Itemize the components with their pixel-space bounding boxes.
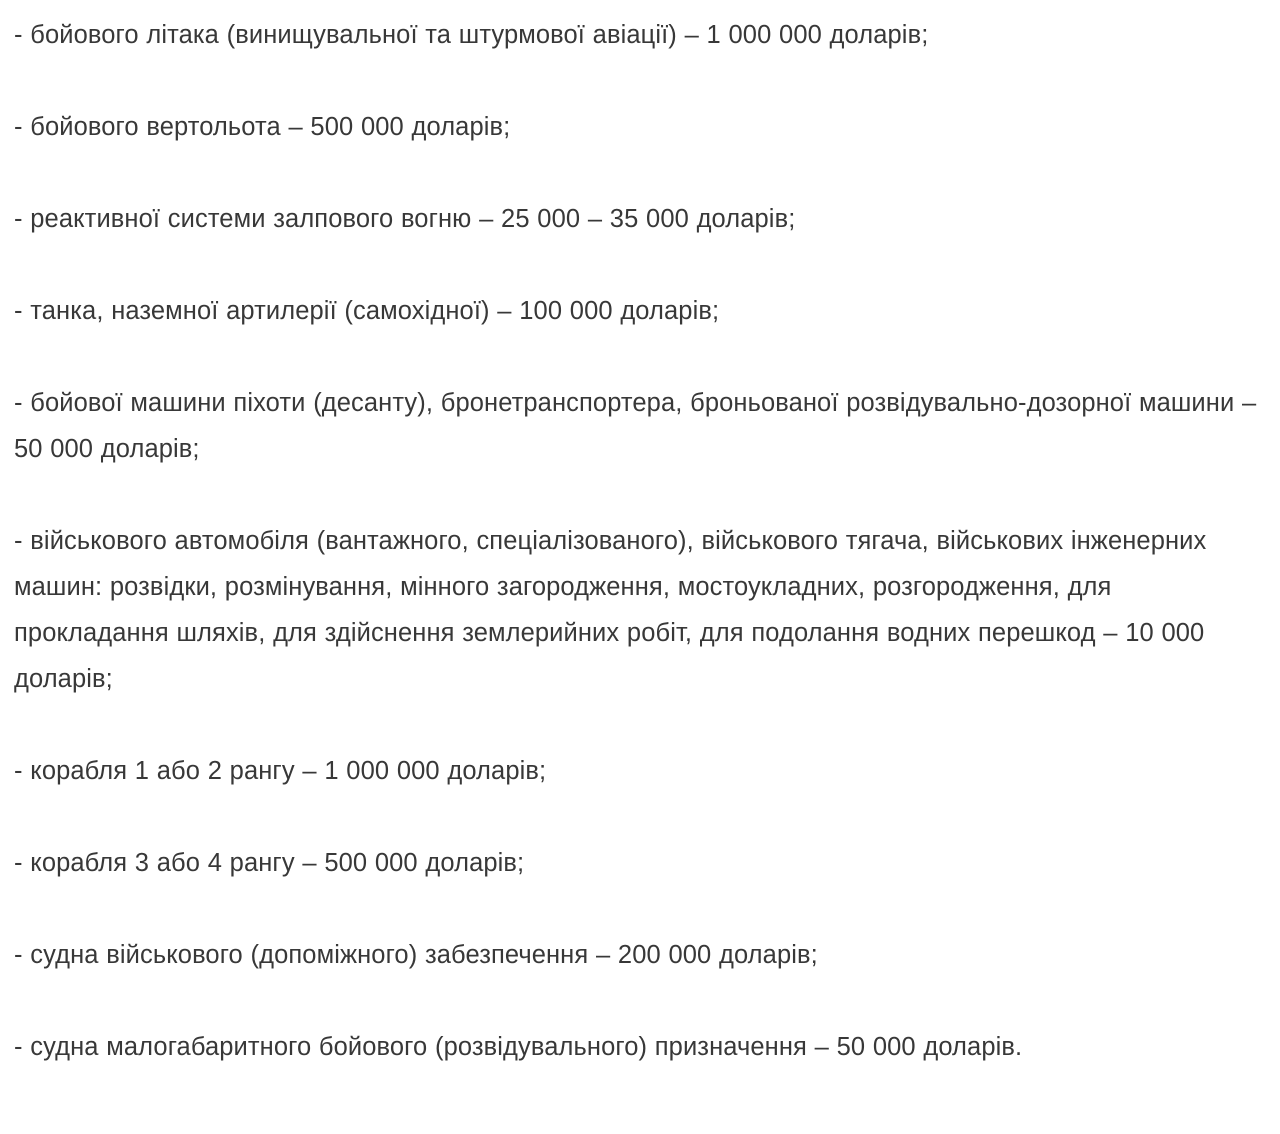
list-item: - судна військового (допоміжного) забезпечення – 200 000 доларів; [14,941,818,969]
list-item: - танка, наземної артилерії (самохідної) – 100 000 доларів; [14,297,720,325]
list-item: - бойової машини піхоти (десанту), бронетранспортера, броньованої розвідувально-дозорної машини – 50 000 доларів; [14,389,1257,463]
list-item: - військового автомобіля (вантажного, спеціалізованого), військового тягача, військових інженерних машин: розвідки, розмінування, мінного загородження, мостоукладних, розгородження, для прокладання шляхів, для здійснення землерийних робіт, для подолання водних перешкод – 10 000 доларів; [14,527,1207,693]
list-item: - реактивної системи залпового вогню – 25 000 – 35 000 доларів; [14,205,796,233]
list-item: - корабля 1 або 2 рангу – 1 000 000 доларів; [14,757,547,785]
list-item: - бойового вертольота – 500 000 доларів; [14,113,511,141]
list-item: - корабля 3 або 4 рангу – 500 000 доларів; [14,849,525,877]
list-item: - судна малогабаритного бойового (розвідувального) призначення – 50 000 доларів. [14,1033,1023,1061]
list-item: - бойового літака (винищувальної та штурмової авіації) – 1 000 000 доларів; [14,21,929,49]
